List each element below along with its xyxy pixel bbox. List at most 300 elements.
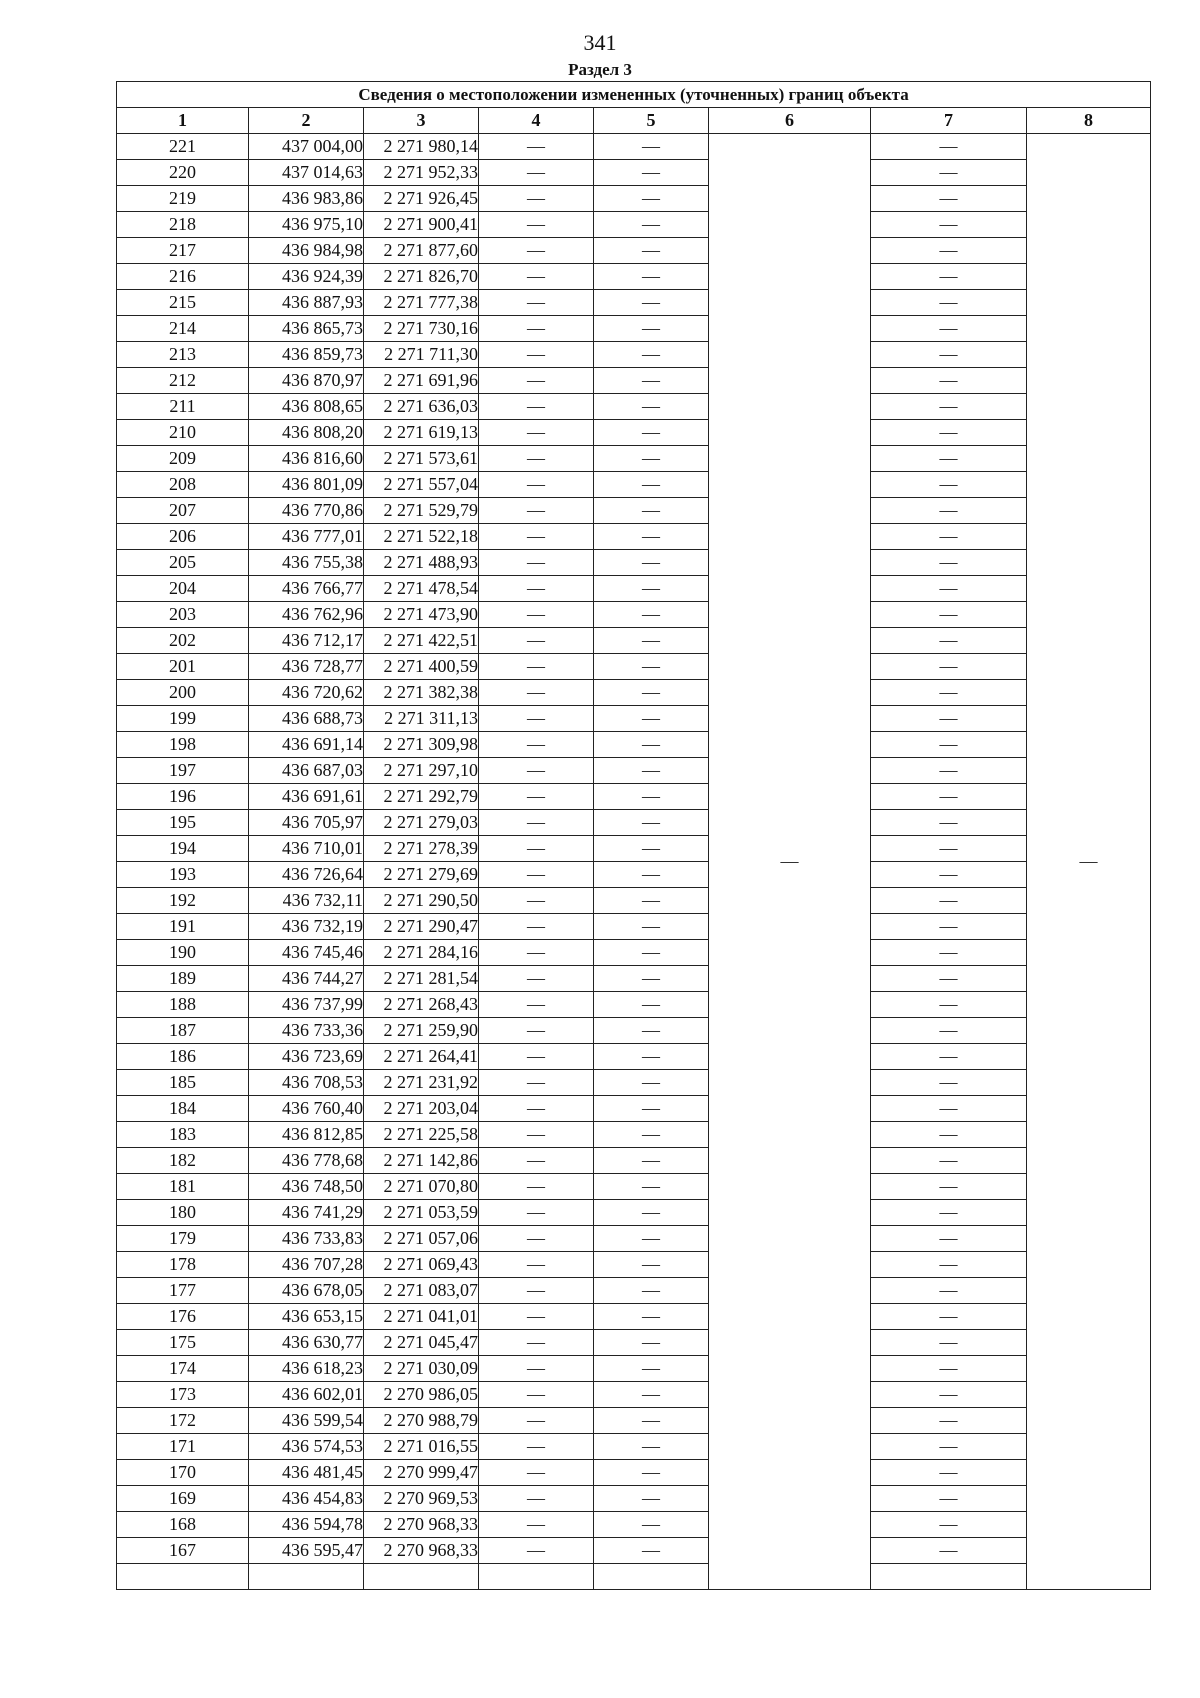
table-row xyxy=(117,1278,1151,1304)
point-number-cell: 170 xyxy=(117,1460,249,1486)
column-4-cell: — xyxy=(479,290,594,316)
table-row xyxy=(117,1018,1151,1044)
column-4-cell: — xyxy=(479,1096,594,1122)
y-coordinate-cell: 2 271 278,39 xyxy=(364,836,479,862)
column-8-merged-cell: — xyxy=(1027,134,1151,1590)
column-4-cell: — xyxy=(479,186,594,212)
column-7-cell: — xyxy=(871,966,1027,992)
column-7-cell: — xyxy=(871,1070,1027,1096)
column-7-cell: — xyxy=(871,1226,1027,1252)
column-6-merged-cell: — xyxy=(709,134,871,1590)
column-5-cell: — xyxy=(594,342,709,368)
column-4-cell: — xyxy=(479,1460,594,1486)
column-4-cell: — xyxy=(479,1356,594,1382)
column-5-cell: — xyxy=(594,394,709,420)
point-number-cell: 186 xyxy=(117,1044,249,1070)
column-5-cell: — xyxy=(594,1044,709,1070)
column-5-cell: — xyxy=(594,1226,709,1252)
point-number-cell: 183 xyxy=(117,1122,249,1148)
table-row xyxy=(117,1408,1151,1434)
column-4-cell: — xyxy=(479,394,594,420)
x-coordinate-cell: 436 859,73 xyxy=(249,342,364,368)
y-coordinate-cell: 2 271 488,93 xyxy=(364,550,479,576)
x-coordinate-cell: 436 691,61 xyxy=(249,784,364,810)
y-coordinate-cell: 2 271 284,16 xyxy=(364,940,479,966)
column-7-cell: — xyxy=(871,1460,1027,1486)
spacer-cell xyxy=(871,1564,1027,1590)
table-row xyxy=(117,1538,1151,1564)
column-5-cell: — xyxy=(594,472,709,498)
x-coordinate-cell: 436 688,73 xyxy=(249,706,364,732)
y-coordinate-cell: 2 271 290,47 xyxy=(364,914,479,940)
column-4-cell: — xyxy=(479,732,594,758)
x-coordinate-cell: 437 004,00 xyxy=(249,134,364,160)
y-coordinate-cell: 2 270 968,33 xyxy=(364,1538,479,1564)
y-coordinate-cell: 2 270 969,53 xyxy=(364,1486,479,1512)
column-4-cell: — xyxy=(479,238,594,264)
table-row xyxy=(117,680,1151,706)
point-number-cell: 215 xyxy=(117,290,249,316)
point-number-cell: 219 xyxy=(117,186,249,212)
column-5-cell: — xyxy=(594,1122,709,1148)
column-5-cell: — xyxy=(594,446,709,472)
column-5-cell: — xyxy=(594,1460,709,1486)
point-number-cell: 188 xyxy=(117,992,249,1018)
point-number-cell: 216 xyxy=(117,264,249,290)
x-coordinate-cell: 437 014,63 xyxy=(249,160,364,186)
point-number-cell: 178 xyxy=(117,1252,249,1278)
column-header-6: 6 xyxy=(709,108,871,134)
column-7-cell: — xyxy=(871,1278,1027,1304)
table-row xyxy=(117,1356,1151,1382)
y-coordinate-cell: 2 271 900,41 xyxy=(364,212,479,238)
point-number-cell: 205 xyxy=(117,550,249,576)
y-coordinate-cell: 2 271 297,10 xyxy=(364,758,479,784)
x-coordinate-cell: 436 728,77 xyxy=(249,654,364,680)
column-header-2: 2 xyxy=(249,108,364,134)
column-7-cell: — xyxy=(871,1252,1027,1278)
table-row xyxy=(117,628,1151,654)
y-coordinate-cell: 2 271 057,06 xyxy=(364,1226,479,1252)
table-row xyxy=(117,186,1151,212)
point-number-cell: 198 xyxy=(117,732,249,758)
point-number-cell: 167 xyxy=(117,1538,249,1564)
column-5-cell: — xyxy=(594,810,709,836)
column-7-cell: — xyxy=(871,394,1027,420)
table-row xyxy=(117,732,1151,758)
column-4-cell: — xyxy=(479,758,594,784)
column-4-cell: — xyxy=(479,810,594,836)
table-row xyxy=(117,784,1151,810)
point-number-cell: 193 xyxy=(117,862,249,888)
x-coordinate-cell: 436 755,38 xyxy=(249,550,364,576)
x-coordinate-cell: 436 865,73 xyxy=(249,316,364,342)
point-number-cell: 196 xyxy=(117,784,249,810)
column-7-cell: — xyxy=(871,1096,1027,1122)
column-5-cell: — xyxy=(594,498,709,524)
y-coordinate-cell: 2 271 045,47 xyxy=(364,1330,479,1356)
y-coordinate-cell: 2 270 999,47 xyxy=(364,1460,479,1486)
column-4-cell: — xyxy=(479,1278,594,1304)
table-row xyxy=(117,758,1151,784)
y-coordinate-cell: 2 271 926,45 xyxy=(364,186,479,212)
point-number-cell: 182 xyxy=(117,1148,249,1174)
column-5-cell: — xyxy=(594,1330,709,1356)
table-body xyxy=(117,134,1151,1590)
column-7-cell: — xyxy=(871,1044,1027,1070)
column-5-cell: — xyxy=(594,836,709,862)
column-5-cell: — xyxy=(594,1070,709,1096)
y-coordinate-cell: 2 271 711,30 xyxy=(364,342,479,368)
y-coordinate-cell: 2 271 264,41 xyxy=(364,1044,479,1070)
y-coordinate-cell: 2 270 986,05 xyxy=(364,1382,479,1408)
table-row xyxy=(117,602,1151,628)
column-7-cell: — xyxy=(871,550,1027,576)
column-4-cell: — xyxy=(479,1200,594,1226)
column-5-cell: — xyxy=(594,316,709,342)
x-coordinate-cell: 436 594,78 xyxy=(249,1512,364,1538)
column-7-cell: — xyxy=(871,1018,1027,1044)
table-row xyxy=(117,1486,1151,1512)
point-number-cell: 179 xyxy=(117,1226,249,1252)
column-7-cell: — xyxy=(871,784,1027,810)
y-coordinate-cell: 2 271 730,16 xyxy=(364,316,479,342)
x-coordinate-cell: 436 870,97 xyxy=(249,368,364,394)
x-coordinate-cell: 436 887,93 xyxy=(249,290,364,316)
y-coordinate-cell: 2 271 142,86 xyxy=(364,1148,479,1174)
table-row xyxy=(117,1148,1151,1174)
column-4-cell: — xyxy=(479,1148,594,1174)
table-row xyxy=(117,1512,1151,1538)
column-4-cell: — xyxy=(479,628,594,654)
table-row xyxy=(117,420,1151,446)
column-4-cell: — xyxy=(479,1044,594,1070)
y-coordinate-cell: 2 271 777,38 xyxy=(364,290,479,316)
column-header-4: 4 xyxy=(479,108,594,134)
point-number-cell: 185 xyxy=(117,1070,249,1096)
x-coordinate-cell: 436 733,83 xyxy=(249,1226,364,1252)
y-coordinate-cell: 2 271 231,92 xyxy=(364,1070,479,1096)
column-4-cell: — xyxy=(479,706,594,732)
x-coordinate-cell: 436 812,85 xyxy=(249,1122,364,1148)
point-number-cell: 204 xyxy=(117,576,249,602)
column-header-5: 5 xyxy=(594,108,709,134)
x-coordinate-cell: 436 762,96 xyxy=(249,602,364,628)
y-coordinate-cell: 2 271 529,79 xyxy=(364,498,479,524)
column-4-cell: — xyxy=(479,1382,594,1408)
column-4-cell: — xyxy=(479,212,594,238)
point-number-cell: 176 xyxy=(117,1304,249,1330)
column-7-cell: — xyxy=(871,680,1027,706)
column-5-cell: — xyxy=(594,420,709,446)
x-coordinate-cell: 436 720,62 xyxy=(249,680,364,706)
table-row xyxy=(117,992,1151,1018)
y-coordinate-cell: 2 271 225,58 xyxy=(364,1122,479,1148)
boundary-coordinates-table xyxy=(116,81,1151,1590)
y-coordinate-cell: 2 271 877,60 xyxy=(364,238,479,264)
table-row xyxy=(117,1252,1151,1278)
table-row xyxy=(117,212,1151,238)
table-row xyxy=(117,134,1151,160)
column-5-cell: — xyxy=(594,290,709,316)
column-7-cell: — xyxy=(871,134,1027,160)
column-7-cell: — xyxy=(871,1408,1027,1434)
x-coordinate-cell: 436 770,86 xyxy=(249,498,364,524)
x-coordinate-cell: 436 766,77 xyxy=(249,576,364,602)
x-coordinate-cell: 436 733,36 xyxy=(249,1018,364,1044)
table-row xyxy=(117,1122,1151,1148)
y-coordinate-cell: 2 271 309,98 xyxy=(364,732,479,758)
point-number-cell: 171 xyxy=(117,1434,249,1460)
y-coordinate-cell: 2 271 268,43 xyxy=(364,992,479,1018)
column-4-cell: — xyxy=(479,680,594,706)
y-coordinate-cell: 2 271 069,43 xyxy=(364,1252,479,1278)
y-coordinate-cell: 2 271 083,07 xyxy=(364,1278,479,1304)
column-7-cell: — xyxy=(871,186,1027,212)
x-coordinate-cell: 436 678,05 xyxy=(249,1278,364,1304)
point-number-cell: 173 xyxy=(117,1382,249,1408)
column-7-cell: — xyxy=(871,1304,1027,1330)
y-coordinate-cell: 2 271 030,09 xyxy=(364,1356,479,1382)
point-number-cell: 175 xyxy=(117,1330,249,1356)
column-5-cell: — xyxy=(594,524,709,550)
x-coordinate-cell: 436 801,09 xyxy=(249,472,364,498)
point-number-cell: 221 xyxy=(117,134,249,160)
y-coordinate-cell: 2 270 988,79 xyxy=(364,1408,479,1434)
table-row xyxy=(117,1096,1151,1122)
column-5-cell: — xyxy=(594,966,709,992)
column-4-cell: — xyxy=(479,1304,594,1330)
column-5-cell: — xyxy=(594,1512,709,1538)
point-number-cell: 181 xyxy=(117,1174,249,1200)
column-7-cell: — xyxy=(871,1486,1027,1512)
y-coordinate-cell: 2 271 573,61 xyxy=(364,446,479,472)
x-coordinate-cell: 436 777,01 xyxy=(249,524,364,550)
column-4-cell: — xyxy=(479,134,594,160)
y-coordinate-cell: 2 271 311,13 xyxy=(364,706,479,732)
column-4-cell: — xyxy=(479,368,594,394)
y-coordinate-cell: 2 271 980,14 xyxy=(364,134,479,160)
column-5-cell: — xyxy=(594,602,709,628)
column-5-cell: — xyxy=(594,628,709,654)
column-7-cell: — xyxy=(871,1174,1027,1200)
y-coordinate-cell: 2 271 279,03 xyxy=(364,810,479,836)
column-7-cell: — xyxy=(871,758,1027,784)
column-7-cell: — xyxy=(871,472,1027,498)
column-7-cell: — xyxy=(871,706,1027,732)
x-coordinate-cell: 436 454,83 xyxy=(249,1486,364,1512)
y-coordinate-cell: 2 271 422,51 xyxy=(364,628,479,654)
column-7-cell: — xyxy=(871,290,1027,316)
x-coordinate-cell: 436 602,01 xyxy=(249,1382,364,1408)
column-4-cell: — xyxy=(479,1226,594,1252)
x-coordinate-cell: 436 816,60 xyxy=(249,446,364,472)
table-row xyxy=(117,238,1151,264)
table-row xyxy=(117,160,1151,186)
table-caption: Сведения о местоположении измененных (уточненных) границ объекта xyxy=(117,82,1151,108)
point-number-cell: 214 xyxy=(117,316,249,342)
x-coordinate-cell: 436 808,20 xyxy=(249,420,364,446)
column-5-cell: — xyxy=(594,186,709,212)
column-7-cell: — xyxy=(871,1538,1027,1564)
column-5-cell: — xyxy=(594,914,709,940)
column-4-cell: — xyxy=(479,992,594,1018)
column-header-row xyxy=(117,108,1151,134)
column-7-cell: — xyxy=(871,498,1027,524)
point-number-cell: 209 xyxy=(117,446,249,472)
column-4-cell: — xyxy=(479,524,594,550)
column-4-cell: — xyxy=(479,550,594,576)
column-7-cell: — xyxy=(871,316,1027,342)
column-7-cell: — xyxy=(871,420,1027,446)
point-number-cell: 192 xyxy=(117,888,249,914)
point-number-cell: 212 xyxy=(117,368,249,394)
table-row xyxy=(117,836,1151,862)
x-coordinate-cell: 436 574,53 xyxy=(249,1434,364,1460)
point-number-cell: 194 xyxy=(117,836,249,862)
y-coordinate-cell: 2 271 952,33 xyxy=(364,160,479,186)
column-5-cell: — xyxy=(594,238,709,264)
column-4-cell: — xyxy=(479,888,594,914)
column-header-1: 1 xyxy=(117,108,249,134)
table-row xyxy=(117,940,1151,966)
point-number-cell: 213 xyxy=(117,342,249,368)
x-coordinate-cell: 436 745,46 xyxy=(249,940,364,966)
y-coordinate-cell: 2 271 522,18 xyxy=(364,524,479,550)
x-coordinate-cell: 436 653,15 xyxy=(249,1304,364,1330)
point-number-cell: 189 xyxy=(117,966,249,992)
y-coordinate-cell: 2 271 826,70 xyxy=(364,264,479,290)
y-coordinate-cell: 2 271 053,59 xyxy=(364,1200,479,1226)
point-number-cell: 180 xyxy=(117,1200,249,1226)
y-coordinate-cell: 2 271 259,90 xyxy=(364,1018,479,1044)
column-5-cell: — xyxy=(594,1408,709,1434)
column-4-cell: — xyxy=(479,420,594,446)
point-number-cell: 220 xyxy=(117,160,249,186)
column-4-cell: — xyxy=(479,1538,594,1564)
point-number-cell: 199 xyxy=(117,706,249,732)
column-4-cell: — xyxy=(479,1486,594,1512)
column-4-cell: — xyxy=(479,940,594,966)
column-4-cell: — xyxy=(479,836,594,862)
x-coordinate-cell: 436 975,10 xyxy=(249,212,364,238)
column-header-3: 3 xyxy=(364,108,479,134)
column-5-cell: — xyxy=(594,134,709,160)
column-5-cell: — xyxy=(594,160,709,186)
x-coordinate-cell: 436 618,23 xyxy=(249,1356,364,1382)
column-5-cell: — xyxy=(594,940,709,966)
column-7-cell: — xyxy=(871,602,1027,628)
table-row xyxy=(117,1044,1151,1070)
column-7-cell: — xyxy=(871,732,1027,758)
point-number-cell: 184 xyxy=(117,1096,249,1122)
column-4-cell: — xyxy=(479,160,594,186)
point-number-cell: 168 xyxy=(117,1512,249,1538)
table-row xyxy=(117,368,1151,394)
column-7-cell: — xyxy=(871,628,1027,654)
column-7-cell: — xyxy=(871,836,1027,862)
y-coordinate-cell: 2 271 473,90 xyxy=(364,602,479,628)
table-row xyxy=(117,1304,1151,1330)
column-5-cell: — xyxy=(594,654,709,680)
column-5-cell: — xyxy=(594,550,709,576)
column-5-cell: — xyxy=(594,758,709,784)
table-row xyxy=(117,446,1151,472)
column-4-cell: — xyxy=(479,914,594,940)
column-4-cell: — xyxy=(479,602,594,628)
y-coordinate-cell: 2 271 478,54 xyxy=(364,576,479,602)
table-row xyxy=(117,1460,1151,1486)
y-coordinate-cell: 2 271 557,04 xyxy=(364,472,479,498)
column-7-cell: — xyxy=(871,992,1027,1018)
column-5-cell: — xyxy=(594,784,709,810)
page-number: 341 xyxy=(583,30,617,55)
column-7-cell: — xyxy=(871,368,1027,394)
x-coordinate-cell: 436 732,11 xyxy=(249,888,364,914)
column-4-cell: — xyxy=(479,1122,594,1148)
point-number-cell: 208 xyxy=(117,472,249,498)
column-7-cell: — xyxy=(871,1382,1027,1408)
table-row xyxy=(117,654,1151,680)
point-number-cell: 207 xyxy=(117,498,249,524)
column-7-cell: — xyxy=(871,914,1027,940)
x-coordinate-cell: 436 708,53 xyxy=(249,1070,364,1096)
point-number-cell: 195 xyxy=(117,810,249,836)
y-coordinate-cell: 2 271 636,03 xyxy=(364,394,479,420)
column-7-cell: — xyxy=(871,654,1027,680)
column-7-cell: — xyxy=(871,1122,1027,1148)
x-coordinate-cell: 436 726,64 xyxy=(249,862,364,888)
table-row xyxy=(117,550,1151,576)
point-number-cell: 202 xyxy=(117,628,249,654)
column-5-cell: — xyxy=(594,680,709,706)
table-row xyxy=(117,862,1151,888)
table-row xyxy=(117,1070,1151,1096)
point-number-cell: 200 xyxy=(117,680,249,706)
x-coordinate-cell: 436 687,03 xyxy=(249,758,364,784)
y-coordinate-cell: 2 271 070,80 xyxy=(364,1174,479,1200)
y-coordinate-cell: 2 271 382,38 xyxy=(364,680,479,706)
point-number-cell: 169 xyxy=(117,1486,249,1512)
column-7-cell: — xyxy=(871,342,1027,368)
x-coordinate-cell: 436 741,29 xyxy=(249,1200,364,1226)
column-4-cell: — xyxy=(479,862,594,888)
x-coordinate-cell: 436 705,97 xyxy=(249,810,364,836)
column-4-cell: — xyxy=(479,316,594,342)
x-coordinate-cell: 436 691,14 xyxy=(249,732,364,758)
column-4-cell: — xyxy=(479,1434,594,1460)
column-4-cell: — xyxy=(479,576,594,602)
column-5-cell: — xyxy=(594,1174,709,1200)
column-5-cell: — xyxy=(594,1356,709,1382)
point-number-cell: 187 xyxy=(117,1018,249,1044)
table-row xyxy=(117,706,1151,732)
y-coordinate-cell: 2 271 290,50 xyxy=(364,888,479,914)
x-coordinate-cell: 436 808,65 xyxy=(249,394,364,420)
point-number-cell: 211 xyxy=(117,394,249,420)
column-7-cell: — xyxy=(871,1356,1027,1382)
x-coordinate-cell: 436 710,01 xyxy=(249,836,364,862)
column-5-cell: — xyxy=(594,1382,709,1408)
column-5-cell: — xyxy=(594,992,709,1018)
x-coordinate-cell: 436 595,47 xyxy=(249,1538,364,1564)
column-7-cell: — xyxy=(871,264,1027,290)
y-coordinate-cell: 2 271 691,96 xyxy=(364,368,479,394)
column-7-cell: — xyxy=(871,1512,1027,1538)
point-number-cell: 174 xyxy=(117,1356,249,1382)
column-7-cell: — xyxy=(871,160,1027,186)
column-4-cell: — xyxy=(479,264,594,290)
